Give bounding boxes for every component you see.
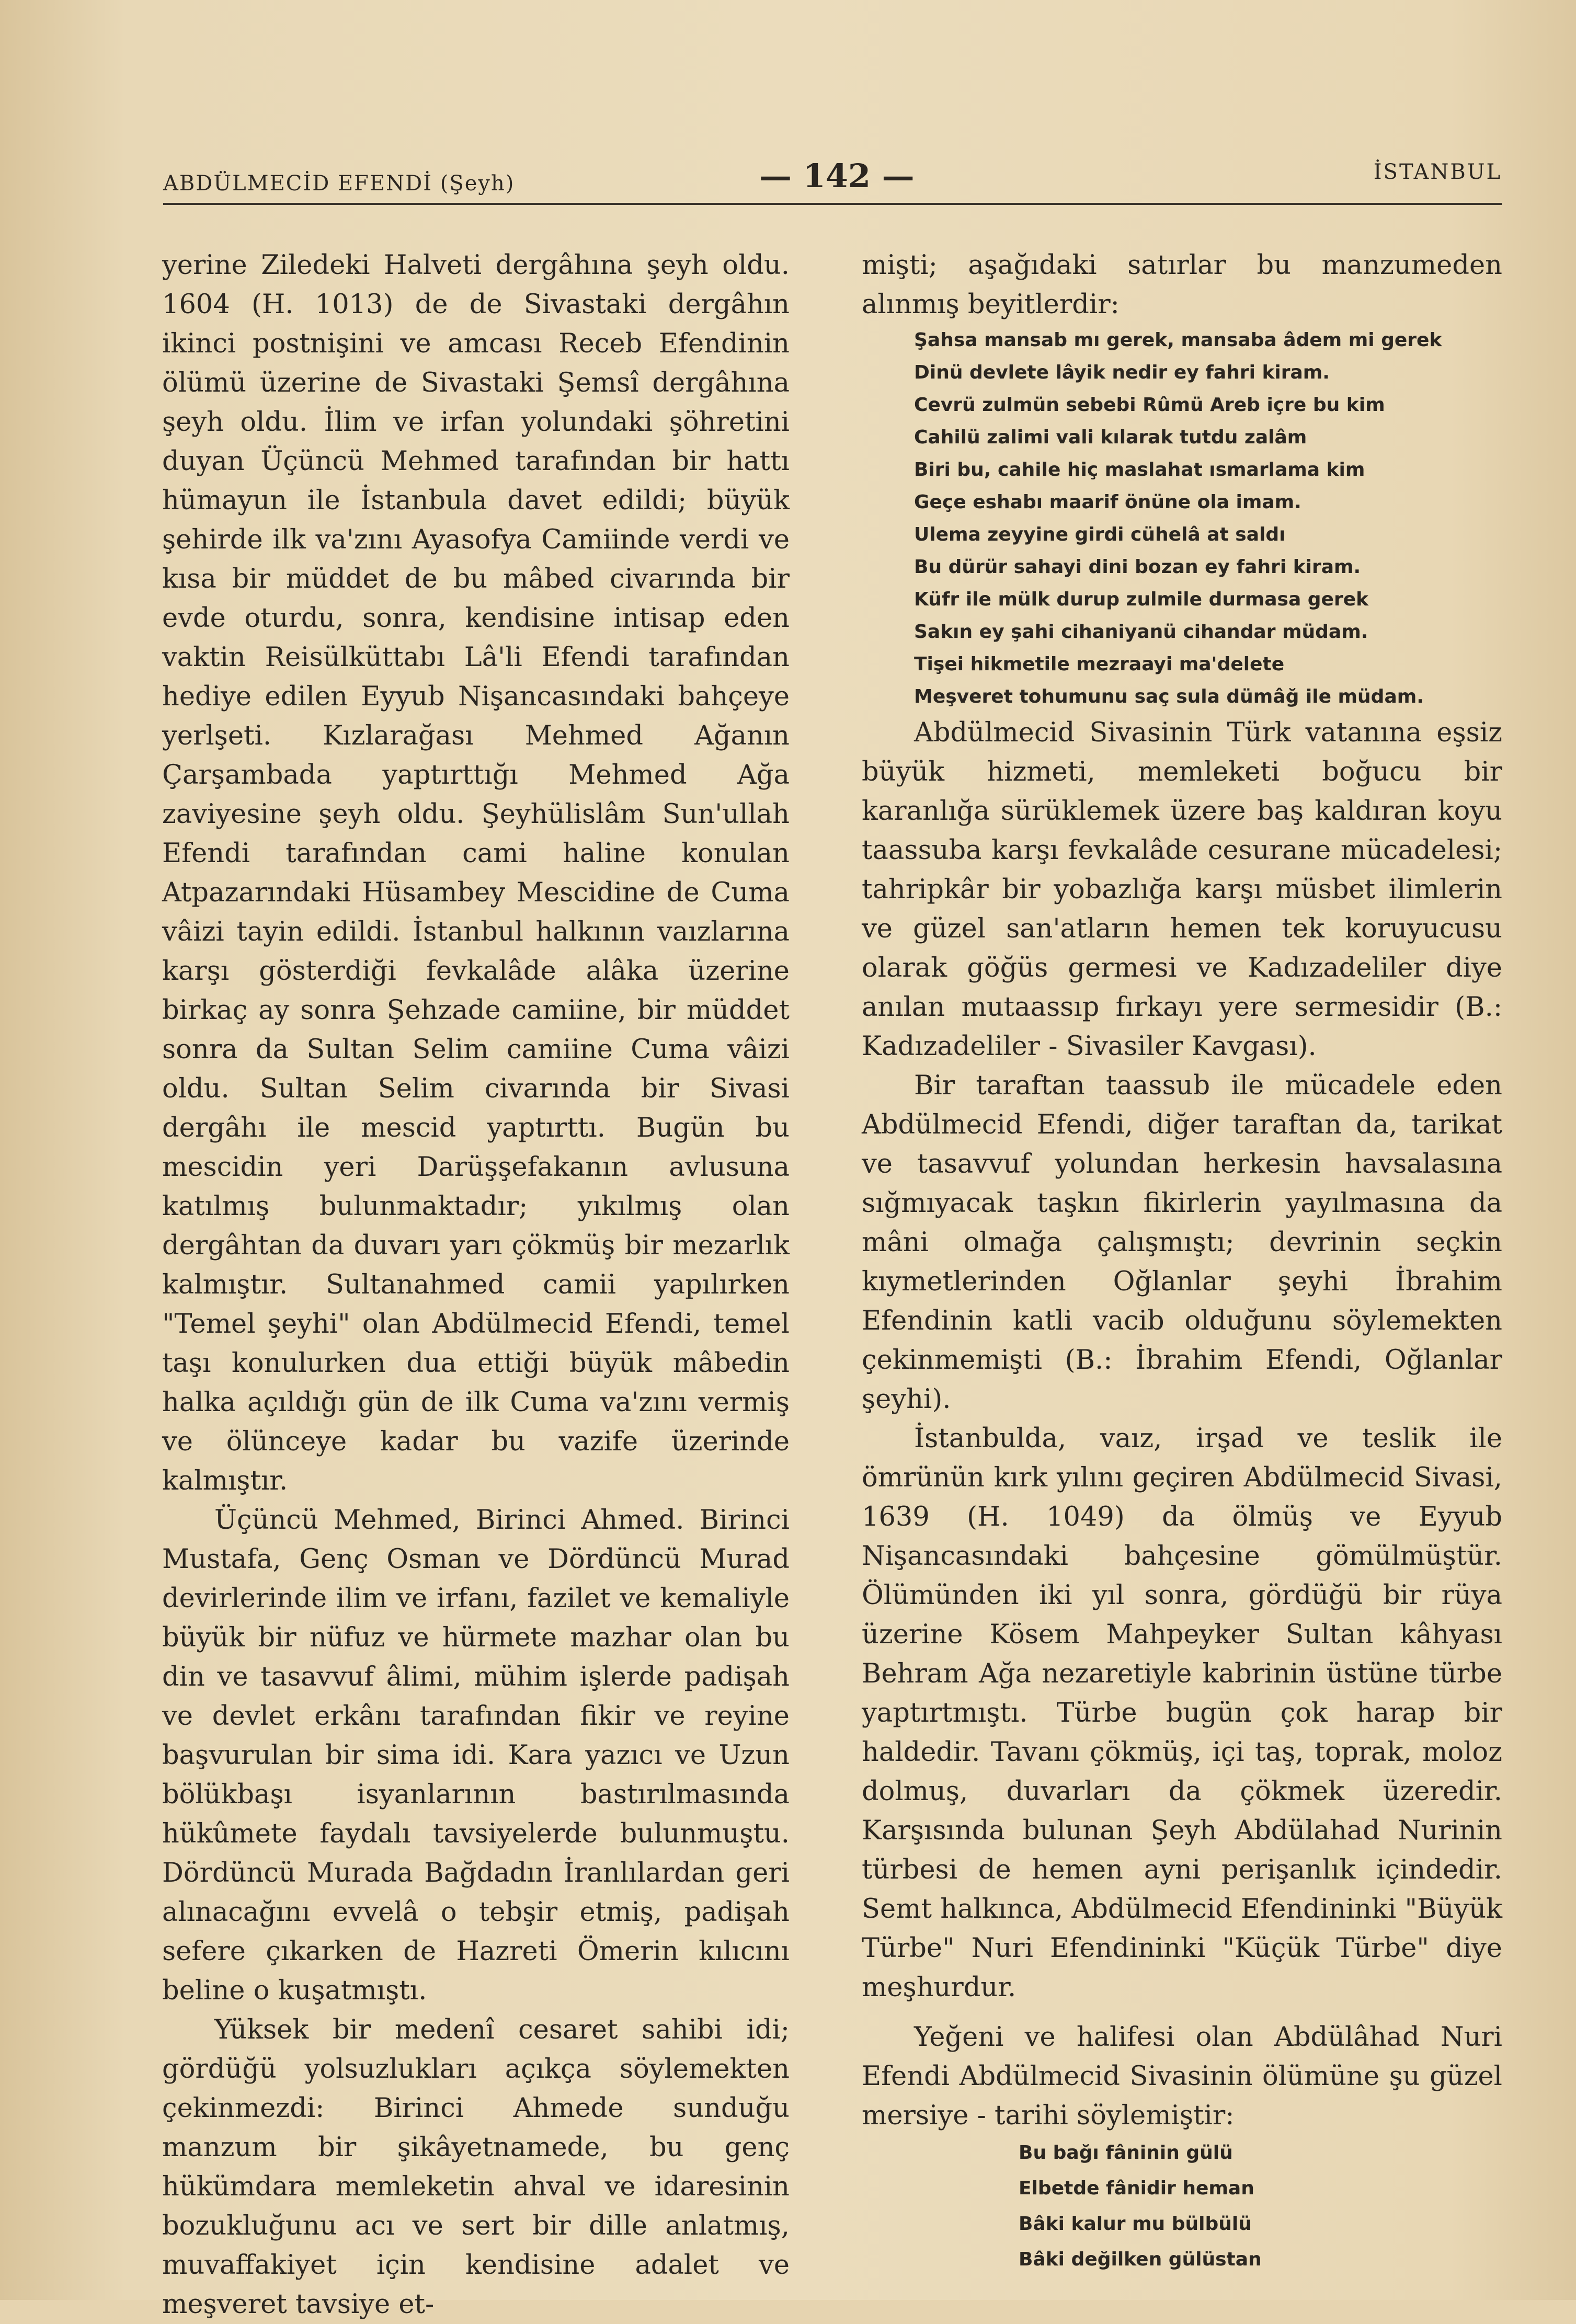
verse-line: Bu bağı fâninin gülü	[1019, 2142, 1233, 2163]
verse-line: Küfr ile mülk durup zulmile durmasa gerek	[914, 589, 1369, 610]
header-entry-title: ABDÜLMECİD EFENDİ (Şeyh)	[163, 171, 515, 196]
verse-line: Ulema zeyyine girdi cühelâ at saldı	[914, 524, 1286, 545]
right-paragraph-4: İstanbulda, vaız, irşad ve teslik ile ömrünün kırk yılını geçiren Abdülmecid Sivasi, 1639 (H. 1049) da ölmüş ve Eyyub Nişancasındaki bahçesine gömülmüştür. Ölümünden iki yıl sonra, gördüğü bir rüya üzerine Kösem Mahpeyker Sultan kâhyası Behram Ağa nezaretiyle kabrinin üstüne türbe yaptırtmıştı. Türbe bugün çok harap bir haldedir. Tavanı çökmüş, içi taş, toprak, moloz dolmuş, duvarları da çökmek üzeredir. Karşısında bulunan Şeyh Abdülahad Nurinin türbesi de hemen ayni perişanlık içindedir. Semt halkınca, Abdülmecid Efendininki "Büyük Türbe" Nuri Efendininki "Küçük Türbe" diye meşhurdur.	[862, 1423, 1502, 2003]
verse-line: Sakın ey şahi cihaniyanü cihandar müdam.	[914, 621, 1368, 643]
right-paragraph-5: Yeğeni ve halifesi olan Abdülâhad Nuri Efendi Abdülmecid Sivasinin ölümüne şu güzel mersiye - tarihi söylemiştir:	[862, 2022, 1502, 2131]
poem-excerpt	[914, 324, 1502, 713]
verse-line: Biri bu, cahile hiç maslahat ısmarlama kim	[914, 459, 1365, 480]
right-paragraph-1: mişti; aşağıdaki satırlar bu manzumeden alınmış beyitlerdir:	[862, 250, 1502, 320]
header-city: İSTANBUL	[1373, 160, 1502, 184]
page-number: — 142 —	[759, 157, 915, 195]
verse-line: Meşveret tohumunu saç sula dümâğ ile müdam.	[914, 686, 1424, 707]
verse-line: Dinü devlete lâyik nedir ey fahri kiram.	[914, 362, 1330, 383]
verse-line: Şahsa mansab mı gerek, mansaba âdem mi gerek	[914, 329, 1442, 351]
header-rule	[163, 203, 1502, 205]
verse-line: Tişei hikmetile mezraayi ma'delete	[914, 654, 1285, 675]
right-column	[862, 246, 1502, 2277]
verse-line: Bâki kalur mu bülbülü	[1019, 2213, 1252, 2235]
verse-line: Bu dürür sahayi dini bozan ey fahri kiram.	[914, 556, 1361, 578]
verse-line: Cevrü zulmün sebebi Rûmü Areb içre bu kim	[914, 394, 1385, 416]
verse-line: Elbetde fânidir heman	[1019, 2178, 1254, 2199]
verse-line: Geçe eshabı maarif önüne ola imam.	[914, 491, 1301, 513]
left-column	[162, 246, 790, 2324]
right-paragraph-3: Bir taraftan taassub ile mücadele eden Abdülmecid Efendi, diğer taraftan da, tarikat ve tasavvuf yolundan herkesin havsalasına sığmıyacak taşkın fikirlerin yayılmasına da mâni olmağa çalışmıştı; devrinin seçkin kıymetlerinden Oğlanlar şeyhi İbrahim Efendinin katli vacib olduğunu söylemekten çekinmemişti (B.: İbrahim Efendi, Oğlanlar şeyhi).	[862, 1070, 1502, 1415]
left-paragraph-1: yerine Ziledeki Halveti dergâhına şeyh oldu. 1604 (H. 1013) de de Sivastaki dergâhın ikinci postnişini ve amcası Receb Efendinin ölümü üzerine de Sivastaki Şemsî dergâhına şeyh oldu. İlim ve irfan yolundaki şöhretini duyan Üçüncü Mehmed tarafından bir hattı hümayun ile İstanbula davet edildi; büyük şehirde ilk va'zını Ayasofya Camiinde verdi ve kısa bir müddet de bu mâbed civarında bir evde oturdu, sonra, kendisine intisap eden vaktin Reisülküttabı Lâ'li Efendi tarafından hediye edilen Eyyub Nişancasındaki bahçeye yerlşeti. Kızlarağası Mehmed Ağanın Çarşambada yaptırttığı Mehmed Ağa zaviyesine şeyh oldu. Şeyhülislâm Sun'ullah Efendi tarafından cami haline konulan Atpazarındaki Hüsambey Mescidine de Cuma vâizi tayin edildi. İstanbul halkının vaızlarına karşı gösterdiği fevkalâde alâka üzerine birkaç ay sonra Şehzade camiine, bir müddet sonra da Sultan Selim camiine Cuma vâizi oldu. Sultan Selim civarında bir Sivasi dergâhı ile mescid yaptırttı. Bugün bu mescidin yeri Darüşşefakanın avlusuna katılmış bulunmaktadır; yıkılmış olan dergâhtan da duvarı yarı çökmüş bir mezarlık kalmıştır. Sultanahmed camii yapılırken "Temel şeyhi" olan Abdülmecid Efendi, temel taşı konulurken dua ettiği büyük mâbedin halka açıldığı gün de ilk Cuma va'zını vermiş ve ölünceye kadar bu vazife üzerinde kalmıştır.	[162, 250, 790, 1496]
elegy-excerpt	[1019, 2135, 1502, 2277]
left-paragraph-2: Üçüncü Mehmed, Birinci Ahmed. Birinci Mustafa, Genç Osman ve Dördüncü Murad devirlerinde ilim ve irfanı, fazilet ve kemaliyle büyük bir nüfuz ve hürmete mazhar olan bu din ve tasavvuf âlimi, mühim işlerde padişah ve devlet erkânı tarafından fikir ve reyine başvurulan bir sima idi. Kara yazıcı ve Uzun bölükbaşı isyanlarının bastırılmasında hükûmete faydalı tavsiyelerde bulunmuştu. Dördüncü Murada Bağdadın İranlılardan geri alınacağını evvelâ o tebşir etmiş, padişah sefere çıkarken de Hazreti Ömerin kılıcını beline o kuşatmıştı.	[162, 1505, 790, 2006]
running-header	[163, 157, 1502, 199]
right-paragraph-2: Abdülmecid Sivasinin Türk vatanına eşsiz büyük hizmeti, memleketi boğucu bir karanlığa sürüklemek üzere baş kaldıran koyu taassuba karşı fevkalâde cesurane mücadelesi; tahripkâr bir yobazlığa karşı müsbet ilimlerin ve güzel san'atların hemen tek koruyucusu olarak göğüs germesi ve Kadızadeliler diye anılan mutaassıp fırkayı yere sermesidir (B.: Kadızadeliler - Sivasiler Kavgası).	[862, 717, 1502, 1062]
verse-line: Bâki değilken gülüstan	[1019, 2249, 1262, 2270]
verse-line: Cahilü zalimi vali kılarak tutdu zalâm	[914, 427, 1307, 448]
left-paragraph-3: Yüksek bir medenî cesaret sahibi idi; gördüğü yolsuzlukları açıkça söylemekten çekinmezdi: Birinci Ahmede sunduğu manzum bir şikâyetnamede, bu genç hükümdara memleketin ahval ve idaresinin bozukluğunu acı ve sert bir dille anlatmış, muvaffakiyet için kendisine adalet ve meşveret tavsiye et-	[162, 2014, 790, 2320]
